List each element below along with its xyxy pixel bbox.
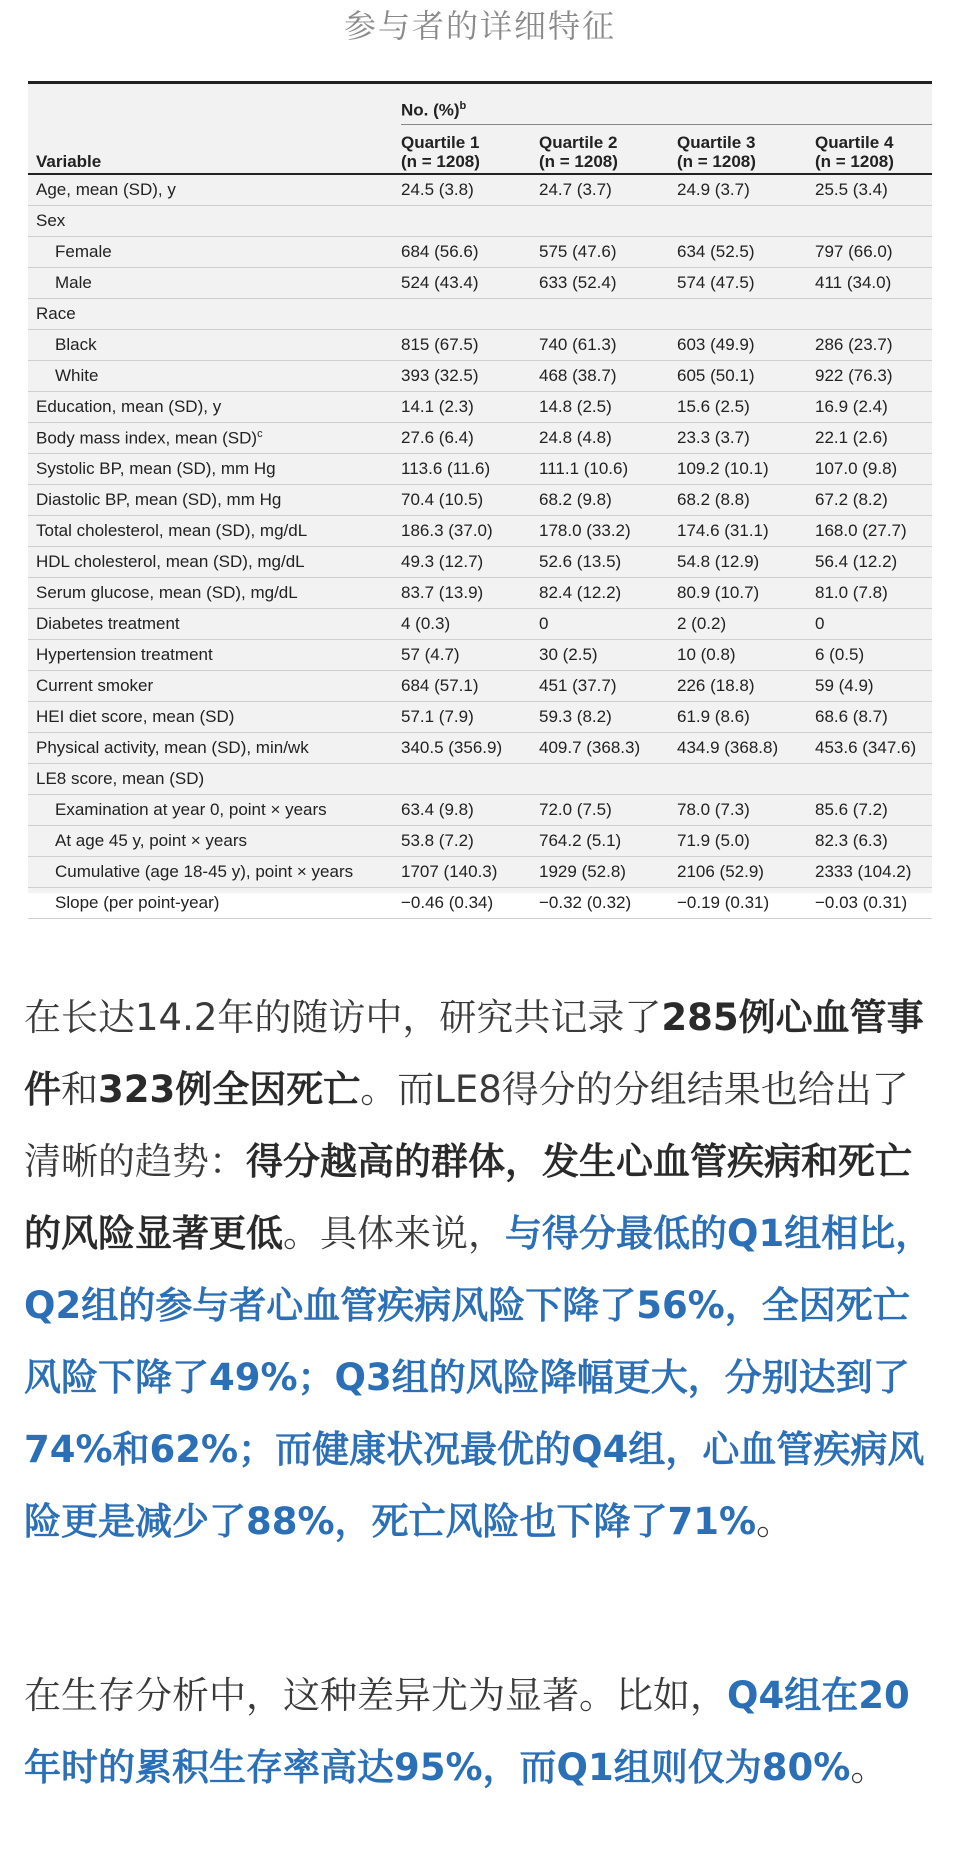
row-label: Education, mean (SD), y [28,392,401,423]
row-label: Sex [28,206,401,237]
table-row [28,795,932,826]
table-cell: 6 (0.5) [815,640,932,671]
table-cell: 63.4 (9.8) [401,795,539,826]
table-cell [539,206,677,237]
table-cell [815,299,932,330]
table-cell [539,764,677,795]
table-cell: 797 (66.0) [815,237,932,268]
row-label: White [28,361,401,392]
table-row [28,361,932,392]
table-row [28,609,932,640]
table-cell: 24.9 (3.7) [677,174,815,206]
table-row [28,268,932,299]
table-row [28,423,932,454]
row-label: Current smoker [28,671,401,702]
table-cell: 54.8 (12.9) [677,547,815,578]
table-cell: 80.9 (10.7) [677,578,815,609]
table-cell: 409.7 (368.3) [539,733,677,764]
table-cell: 56.4 (12.2) [815,547,932,578]
figure-caption: 参与者的详细特征 [343,7,616,45]
table-cell: −0.03 (0.31) [815,888,932,919]
table-cell: 186.3 (37.0) [401,516,539,547]
table-cell: 25.5 (3.4) [815,174,932,206]
table-cell: 107.0 (9.8) [815,454,932,485]
table-cell: 61.9 (8.6) [677,702,815,733]
table-cell: 174.6 (31.1) [677,516,815,547]
quartile-header: Quartile 1 (n = 1208) [401,125,539,175]
table-cell: 24.8 (4.8) [539,423,677,454]
table-cell: 27.6 (6.4) [401,423,539,454]
table-cell: −0.19 (0.31) [677,888,815,919]
table-row [28,826,932,857]
row-label: Diabetes treatment [28,609,401,640]
table-cell: 78.0 (7.3) [677,795,815,826]
table-cell: 740 (61.3) [539,330,677,361]
characteristics-table [28,84,932,919]
table-cell: 468 (38.7) [539,361,677,392]
table-cell [539,299,677,330]
table-row [28,206,932,237]
table-cell [677,206,815,237]
row-label: Age, mean (SD), y [28,174,401,206]
table-cell: 815 (67.5) [401,330,539,361]
table-cell: 30 (2.5) [539,640,677,671]
table-cell: 0 [815,609,932,640]
table-row [28,578,932,609]
table-row [28,330,932,361]
table-cell [401,206,539,237]
row-label: Female [28,237,401,268]
table-cell: 24.7 (3.7) [539,174,677,206]
table-cell: 684 (56.6) [401,237,539,268]
table-cell: 83.7 (13.9) [401,578,539,609]
quartile-header: Quartile 4 (n = 1208) [815,125,932,175]
table-row [28,392,932,423]
table-cell: 451 (37.7) [539,671,677,702]
table-cell: 524 (43.4) [401,268,539,299]
table-cell: 634 (52.5) [677,237,815,268]
row-label: Male [28,268,401,299]
table-cell: 411 (34.0) [815,268,932,299]
table-cell: 286 (23.7) [815,330,932,361]
table-cell: 109.2 (10.1) [677,454,815,485]
table-cell: 2106 (52.9) [677,857,815,888]
table-cell: 68.2 (8.8) [677,485,815,516]
table-cell: −0.32 (0.32) [539,888,677,919]
table-cell: 59.3 (8.2) [539,702,677,733]
table-row [28,857,932,888]
table-cell [401,299,539,330]
table-row [28,764,932,795]
table-cell: 16.9 (2.4) [815,392,932,423]
table-cell: 57 (4.7) [401,640,539,671]
table-cell: 49.3 (12.7) [401,547,539,578]
row-label: Hypertension treatment [28,640,401,671]
table-cell: 1929 (52.8) [539,857,677,888]
table-cell: −0.46 (0.34) [401,888,539,919]
row-label: At age 45 y, point × years [28,826,401,857]
table-cell: 113.6 (11.6) [401,454,539,485]
row-label: Cumulative (age 18-45 y), point × years [28,857,401,888]
row-label: Race [28,299,401,330]
table-cell [401,764,539,795]
table-cell: 15.6 (2.5) [677,392,815,423]
table-cell: 226 (18.8) [677,671,815,702]
table-cell: 53.8 (7.2) [401,826,539,857]
row-label: Examination at year 0, point × years [28,795,401,826]
table-cell: 71.9 (5.0) [677,826,815,857]
table-cell: 14.8 (2.5) [539,392,677,423]
table-cell: 59 (4.9) [815,671,932,702]
table-cell [677,299,815,330]
table-body [28,174,932,919]
table-cell: 24.5 (3.8) [401,174,539,206]
table-row [28,733,932,764]
table-cell: 72.0 (7.5) [539,795,677,826]
table-cell: 57.1 (7.9) [401,702,539,733]
row-label: HDL cholesterol, mean (SD), mg/dL [28,547,401,578]
table-cell: 4 (0.3) [401,609,539,640]
table-cell: 603 (49.9) [677,330,815,361]
table-row [28,237,932,268]
table-cell [815,764,932,795]
row-label: Total cholesterol, mean (SD), mg/dL [28,516,401,547]
table-cell: 764.2 (5.1) [539,826,677,857]
row-label: LE8 score, mean (SD) [28,764,401,795]
table-cell: 340.5 (356.9) [401,733,539,764]
characteristics-table-image [28,81,932,912]
row-label: Body mass index, mean (SD)$^c$ [28,423,401,454]
row-label: Physical activity, mean (SD), min/wk [28,733,401,764]
table-cell: 82.3 (6.3) [815,826,932,857]
table-cell: 2333 (104.2) [815,857,932,888]
row-label: Systolic BP, mean (SD), mm Hg [28,454,401,485]
row-label: Slope (per point-year) [28,888,401,919]
quartile-header: Quartile 3 (n = 1208) [677,125,815,175]
table-cell [677,764,815,795]
table-cell: 68.6 (8.7) [815,702,932,733]
table-cell: 453.6 (347.6) [815,733,932,764]
table-cell: 575 (47.6) [539,237,677,268]
table-cell: 0 [539,609,677,640]
table-cell: 684 (57.1) [401,671,539,702]
table-row [28,640,932,671]
paragraph-followup-results: 在长达14.2年的随访中，研究共记录了285例心血管事件和323例全因死亡。而LE8得分的分组结果也给出了清晰的趋势：得分越高的群体，发生心血管疾病和死亡的风险显著更低。具体来说，与得分最低的Q1组相比，Q2组的参与者心血管疾病风险下降了56%，全因死亡风险下降了49%；Q3组的风险降幅更大，分别达到了74%和62%；而健康状况最优的Q4组，心血管疾病风险更是减少了88%，死亡风险也下降了71%。 [24,996,933,1543]
table-row [28,485,932,516]
table-cell: 82.4 (12.2) [539,578,677,609]
table-row [28,516,932,547]
table-row [28,547,932,578]
table-cell: 22.1 (2.6) [815,423,932,454]
table-cell: 52.6 (13.5) [539,547,677,578]
table-cell [815,206,932,237]
table-cell: 393 (32.5) [401,361,539,392]
table-cell: 23.3 (3.7) [677,423,815,454]
table-cell: 81.0 (7.8) [815,578,932,609]
row-label: Diastolic BP, mean (SD), mm Hg [28,485,401,516]
table-cell: 574 (47.5) [677,268,815,299]
row-label: HEI diet score, mean (SD) [28,702,401,733]
table-cell: 434.9 (368.8) [677,733,815,764]
table-cell: 67.2 (8.2) [815,485,932,516]
table-cell: 1707 (140.3) [401,857,539,888]
table-header-row [28,125,932,175]
quartile-header: Quartile 2 (n = 1208) [539,125,677,175]
table-row [28,888,932,919]
table-cell: 68.2 (9.8) [539,485,677,516]
table-cell: 178.0 (33.2) [539,516,677,547]
table-cell: 605 (50.1) [677,361,815,392]
table-cell: 922 (76.3) [815,361,932,392]
table-row [28,174,932,206]
table-cell: 70.4 (10.5) [401,485,539,516]
table-cell: 111.1 (10.6) [539,454,677,485]
table-cell: 168.0 (27.7) [815,516,932,547]
table-row [28,671,932,702]
header-group-label: No. (%)$^b$ [401,84,932,125]
table-cell: 14.1 (2.3) [401,392,539,423]
paragraph-survival-analysis: 在生存分析中，这种差异尤为显著。比如，Q4组在20年时的累积生存率高达95%，而Q1组则仅为80%。 [24,1674,910,1789]
row-label: Black [28,330,401,361]
table-row [28,702,932,733]
table-cell: 2 (0.2) [677,609,815,640]
row-label: Serum glucose, mean (SD), mg/dL [28,578,401,609]
table-cell: 85.6 (7.2) [815,795,932,826]
table-cell: 10 (0.8) [677,640,815,671]
table-header-group-row [28,84,932,125]
variable-header: Variable [28,125,401,175]
table-cell: 633 (52.4) [539,268,677,299]
table-row [28,454,932,485]
table-row [28,299,932,330]
